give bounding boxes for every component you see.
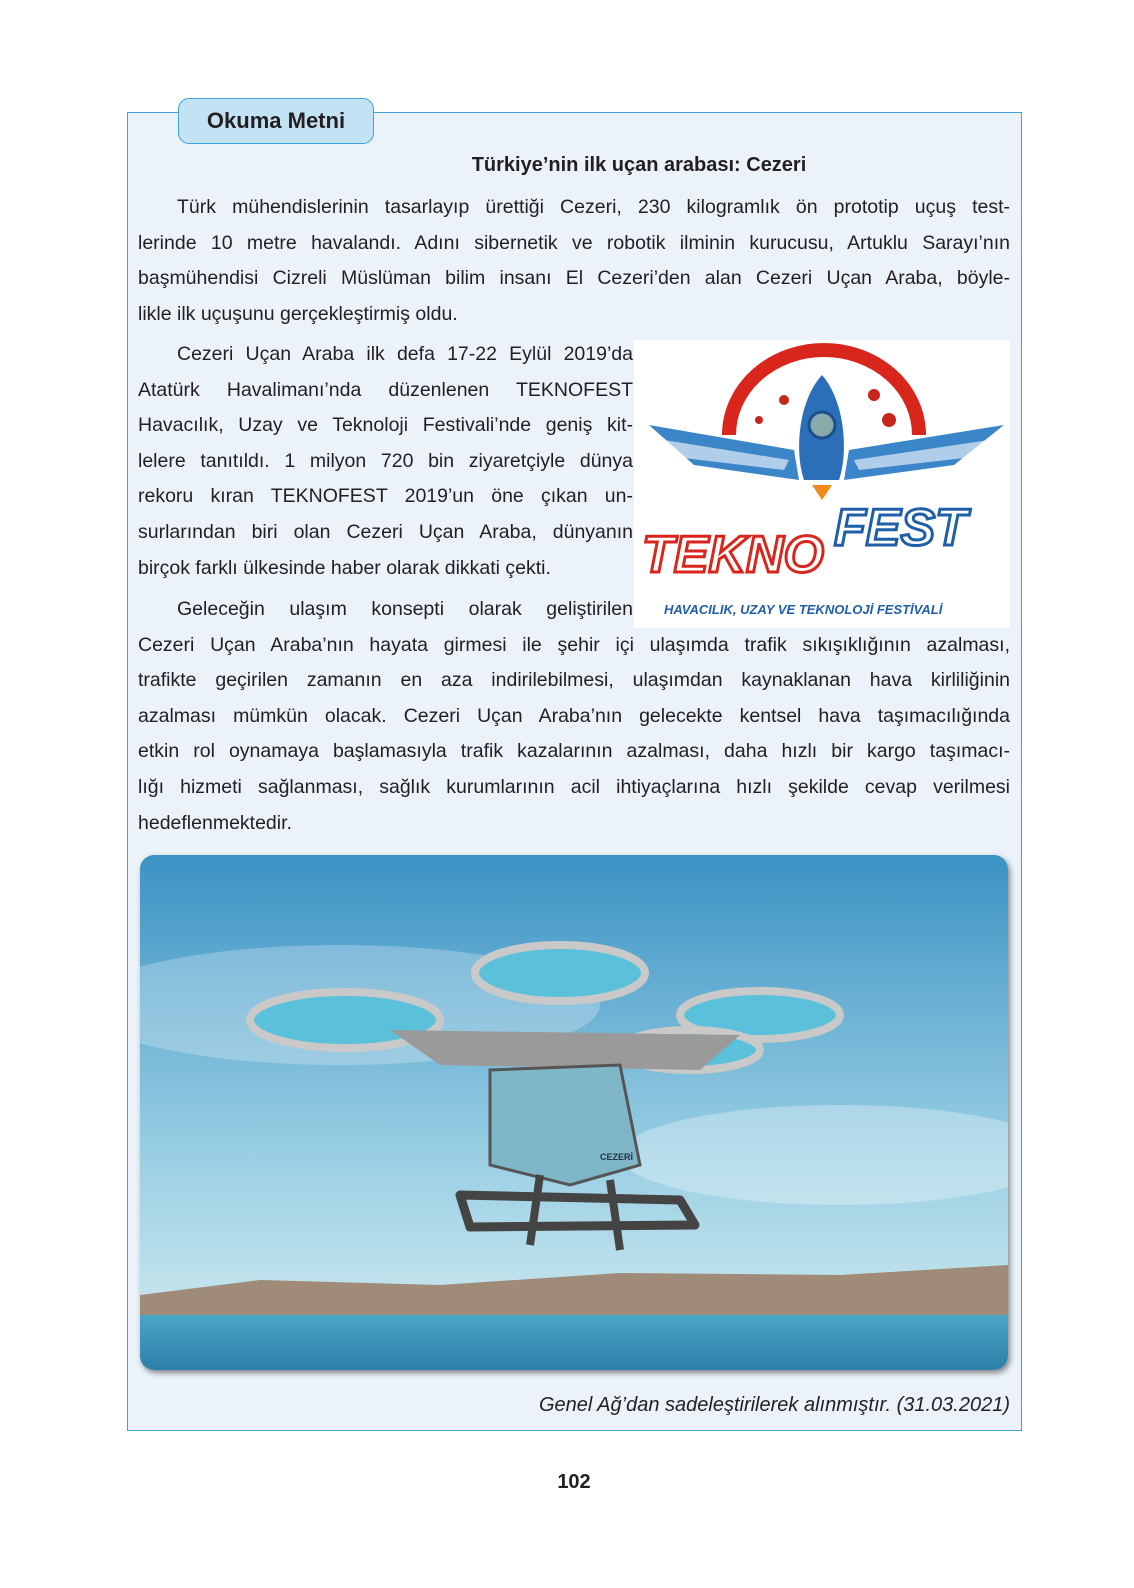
text-line: Geleceğin ulaşım konsepti olarak geliştirilen	[177, 598, 633, 620]
teknofest-logo	[634, 340, 1010, 628]
text-line: likle ilk uçuşunu gerçekleştirmiş oldu.	[138, 302, 458, 325]
cezeri-flying-car-photo	[140, 855, 1008, 1370]
text-line: Türk mühendislerinin tasarlayıp ürettiği Cezeri, 230 kilogramlık ön prototip uçuş test-	[177, 196, 1010, 218]
logo-word-red: TEKNO	[642, 526, 824, 584]
sea	[140, 1315, 1008, 1370]
text-line: lerinde 10 metre havalandı. Adını sibernetik ve robotik ilminin kurucusu, Artuklu Sarayı’nın	[138, 231, 1010, 254]
text-line: trafikte geçirilen zamanın en aza indirilebilmesi, ulaşımdan kaynaklanan hava kirliliğinin	[138, 669, 1010, 692]
text-line: Cezeri Uçan Araba’nın hayata girmesi ile şehir içi ulaşımda trafik sıkışıklığının azalması,	[138, 633, 1010, 656]
text-line: etkin rol oynamaya başlamasıyla trafik kazalarının azalması, daha hızlı bir kargo taşımacı-	[138, 740, 1010, 763]
text-line: rekoru kıran TEKNOFEST 2019’un öne çıkan un-	[138, 485, 633, 508]
paragraph-3	[138, 592, 1010, 841]
text-line: lelere tanıtıldı. 1 milyon 720 bin ziyaretçiyle dünya	[138, 449, 633, 472]
text-line: Cezeri Uçan Araba ilk defa 17-22 Eylül 2019’da	[177, 343, 633, 365]
article-title: Türkiye’nin ilk uçan arabası: Cezeri	[471, 154, 807, 176]
logo-word-blue: FEST	[834, 499, 967, 557]
text-line: azalması mümkün olacak. Cezeri Uçan Araba’nın gelecekte kentsel hava taşımacılığında	[138, 704, 1010, 727]
rocket-icon	[799, 375, 844, 500]
text-line: lığı hizmeti sağlanması, sağlık kurumlarının acil ihtiyaçlarına hızlı şekilde cevap verilmesi	[138, 775, 1010, 798]
section-tab-label: Okuma Metni	[206, 108, 346, 133]
text-line: başmühendisi Cizreli Müslüman bilim insanı El Cezeri’den alan Cezeri Uçan Araba, böyle-	[138, 267, 1010, 290]
text-line: Havacılık, Uzay ve Teknoloji Festivali’nde geniş kit-	[138, 414, 633, 437]
car-label: CEZERİ	[600, 1152, 634, 1162]
paragraph-1	[138, 190, 1010, 332]
section-tab	[178, 98, 374, 144]
source-caption: Genel Ağ’dan sadeleştirilerek alınmıştır. (31.03.2021)	[539, 1394, 1010, 1416]
text-line: hedeflenmektedir.	[138, 811, 292, 834]
page-number: 102	[557, 1471, 591, 1493]
text-line: surlarından biri olan Cezeri Uçan Araba, dünyanın	[138, 520, 633, 543]
text-line: Atatürk Havalimanı’nda düzenlenen TEKNOFEST	[138, 378, 633, 401]
paragraph-2	[138, 337, 633, 586]
text-line: birçok farklı ülkesinde haber olarak dikkati çekti.	[138, 556, 551, 579]
logo-tagline: HAVACILIK, UZAY VE TEKNOLOJİ FESTİVALİ	[664, 602, 943, 617]
